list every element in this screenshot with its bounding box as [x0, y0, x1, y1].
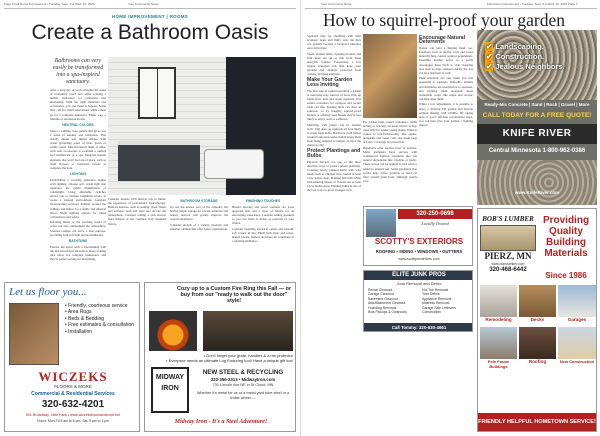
label: New Construction [559, 359, 595, 364]
folio-center: Your Community News [128, 2, 159, 6]
phone: 320-632-4201 [41, 399, 105, 410]
address: 501 Broadway, Little Falls • www.wiczeksfloorsandmore.net [25, 413, 121, 417]
check-icon: ✔ [486, 62, 493, 71]
list-item: Yard Debris [422, 292, 440, 297]
paragraph: Nature can lend a helping hand, too. Predators such as hawks, owls and foxes naturally help control squirrel populations. Installing nesting boxes or a perch encourages these birds to visit. Keeping pets such as dogs outdoors during the day can be a deterrent as well. [419, 46, 473, 75]
list-item: ✔ Jealous Neighbors. [486, 62, 565, 71]
subhead-finishing: FINISHING TOUCHES [245, 199, 281, 203]
service-list-right [422, 288, 472, 314]
phone: 320-468-6442 [489, 267, 527, 273]
paragraph: After a long day of work, imagine the sense of tranquility you'd feel while soaking a bubble bath-ideal for relaxation and unwinding. With the right materials and accessories, you can make it happen. Some may call for small renovations while others go for a complete makeover. Either way, a lifetime of relaxation awaits. [50, 88, 106, 121]
brand-sub: FLOORS & MORE [54, 384, 92, 389]
subtitle: Junk Removal and Demo [396, 281, 442, 286]
bathroom-photo [108, 57, 296, 195]
paragraph: Consider models of a variety, modular and sensible cabinets that offer better organization. [170, 222, 228, 232]
ad-title: Let us floor you... [9, 286, 87, 298]
list-item: ✔ Construction. [486, 52, 545, 61]
list-item: Construction [422, 310, 442, 315]
service-list-left [368, 288, 418, 314]
paragraph: Consider models with built-in jets to mimic the experience of professional hydrotherapy. Built-in features, such as seating, glass, rinser and armrests both add style and elevate the atmosphere. Consider adding a rain shower head instead of the common wall mounted fixture. [108, 197, 166, 226]
flooring-photo [9, 303, 59, 365]
rocks-photo [477, 160, 597, 205]
label: Garages [567, 317, 587, 322]
paragraph: Heated flooring and towel warmers are good upgrades that add a layer of luxury for an enveloping experience. Consider adding speakers so you can listen to music or podcasts of your choice. [232, 205, 294, 226]
ad-bobs-lumber [477, 208, 597, 432]
squirrel-photo [363, 34, 417, 118]
deck: Bathrooms can very easily be transformed into a spa-inspired sanctuary. [52, 58, 104, 85]
bullet-list [149, 353, 293, 363]
tagline: Locally Owned [421, 221, 449, 226]
tagline: Midway Iron - It's a Steel Adventure! [174, 419, 268, 425]
services: ROOFING • SIDING • WINDOWS • GUTTERS [375, 249, 463, 254]
house-photo [366, 209, 396, 237]
pole-photo [480, 327, 517, 359]
folio-left: Page 6 Fall Home Improvement • Tuesday, Sept. 9 & Wed. 10, 2025 [4, 2, 95, 6]
brand: WICZEKS [38, 369, 108, 384]
article-col-4 [232, 197, 294, 267]
brand: BOB'S LUMBER [482, 215, 534, 223]
top-rule [305, 8, 597, 9]
article-col-1 [50, 88, 106, 268]
paragraph: Mulching with plastic can be another tactic. Dig deep, so squirrels are less likely to reach fresh bulbs. Hardware cloth buried around fresh areas under mulch keeps them from being tempted to tamper, or have the chance to dig. [307, 122, 361, 148]
ad-scottys [363, 206, 473, 266]
list-item: • Beds & Bedding [65, 315, 104, 322]
since: Since 1986 [545, 271, 587, 280]
ad-midway-iron [144, 282, 296, 432]
headline: Providing Quality Building Materials [542, 215, 590, 259]
list-item: • Free estimates & consultation [65, 322, 135, 329]
footer: FRIENDLY HELPFUL HOMETOWN SERVICE! [478, 413, 596, 431]
paragraph: Repellents offer another layer of defense. Many gardeners have success with commercial squirrel repellents that use natural ingredients like cayenne or garlic. These sprays can be applied to bird seed or added to planted soil. Some gardeners also scatter hair, coffee grounds or used cat litter around plant beds, although results vary. [363, 146, 417, 183]
label: Remodeling [485, 317, 512, 322]
right-page [300, 0, 600, 436]
article-col-1 [307, 34, 361, 430]
folio-center: Your Community News [321, 2, 352, 6]
strip: Ready-Mix Concrete | Sand | Rock | Gravel | More [484, 102, 590, 107]
note: Whether it's metal for us or a metal yard tube steel or a trailer wheel — [196, 391, 290, 400]
list-item: Garage Cleanout [368, 292, 394, 297]
list-item: • Installation [65, 328, 93, 335]
list-item: Hot Tub Removal [422, 288, 449, 292]
address: 731 Lincoln Ave NE in St Cloud, MN [212, 383, 274, 387]
fire-ring-photo-2 [203, 311, 293, 351]
list-item: Rental Cleanout [368, 288, 393, 292]
brand: KNIFE RIVER [477, 124, 597, 144]
fire-ring-photo [149, 311, 197, 351]
tagline: Commercial & Residential Services [31, 391, 115, 397]
ad-knife-river [477, 30, 597, 205]
city: PIERZ, MN [484, 251, 532, 261]
garages-photo [558, 285, 596, 317]
list-item: • Everyone needs an ultimate Log Enduring tool! Have a unique gift too! [166, 358, 293, 363]
decks-photo [519, 285, 556, 317]
ad-elite-junk [363, 270, 473, 332]
phone: 320-250-0698 [398, 209, 472, 219]
paragraph: It's not the sexiest part of the remodel, but having ample storage for towels, toiletries and beauty devices will greatly improve the overall experience. [170, 205, 228, 222]
subhead-lighting: LIGHTING [69, 171, 87, 176]
article-col-3 [170, 197, 228, 267]
label: Roofing [528, 359, 547, 364]
roofing-photo [519, 327, 556, 359]
list-item: Mattress Removal [422, 301, 450, 306]
brand: SCOTTY'S EXTERIORS [374, 237, 464, 246]
paragraph: The first step in squirrel-proofing a garden is removing easy sources of food. Pick up fallen fruit, nuts and seeds regularly. Use sealed containers for compost and secure trash can lids. Feeding birds can draw in squirrels, so try hanging squirrel-proof feeders or offering seed blends they're less likely to enjoy, such as safflower. [307, 88, 361, 122]
cta: CALL TODAY FOR A FREE QUOTE! [482, 112, 592, 119]
subhead: Make Your Garden Less Inviting [307, 77, 353, 88]
logo-art [480, 225, 536, 251]
list-item: Garage Sale Leftovers [422, 305, 456, 310]
paragraph: Select a calming color palette that gives you a sense of serenity and relaxation. That usually means soft, muted shades, with warm grounding tones of blue, green or earthy colors. Mix and match them, or alike, with wall accessories to establish a unified feel reminiscent of a spa. Integrate natural elements that won't feel out of place, such as fresh flowers or luxurious towels to complete the look. [50, 128, 106, 170]
list-item: • Area Rugs [65, 309, 92, 316]
check-icon: ✔ [486, 52, 493, 61]
vanity [118, 141, 200, 181]
article-col-2 [108, 197, 166, 267]
hours: Hours: Mon-Fri 8 am to 5 pm; Sat. 9 am to 1 pm [37, 419, 109, 423]
service-list [65, 303, 139, 335]
ad-wiczeks [4, 282, 140, 432]
top-rule [4, 8, 296, 9]
list-item: Bulk Pickups & Cleanouts [368, 310, 407, 315]
list-item: Attic/Basement Cleanout [368, 301, 406, 306]
subhead: Encourage Natural Deterrents [419, 35, 466, 46]
headline: NEW STEEL & RECYCLING [202, 369, 284, 376]
url: www.scottysexteriors.com [398, 257, 440, 261]
bathtub [204, 149, 264, 179]
list-item: Hoarding Removal [368, 305, 397, 310]
label: Pole Frame Buildings [487, 359, 510, 369]
paragraph: Elevate the space with a freestanding bath tub that encourages relaxation. Deep soaking tubs allow for complete immersion, and they're perfect setting for unwinding. [50, 244, 106, 262]
paragraph: Relaxing music or the soothing sound of water can also complement the atmosphere. Scented candles can serve a dual purpose, providing both soft light and aromatherapy. [50, 220, 106, 237]
url: www.bobslumber.com [491, 262, 525, 266]
headline-list [485, 42, 565, 72]
phone: Call Tommy: 320-630-4661 [364, 323, 473, 332]
page-title: Create a Bathroom Oasis [31, 21, 269, 44]
subhead-neutral: NEUTRAL COLORS [62, 122, 94, 127]
subhead: Protect Plantings and Bulbs [307, 148, 361, 159]
brand: ELITE JUNK PROS [364, 271, 473, 280]
list-item: ✔ Landscaping. [486, 42, 544, 51]
kicker: HOME IMPROVEMENT | ROOMS [111, 14, 189, 19]
paragraph: For garden beds, raised containers, trellis netting or fencing can keep critters at bay, especially for tender young plants. When it comes to tree-fruit-bearing, like apples, pumpkins and sweet corn, use mesh bags or fabric coverings for protection. [363, 120, 417, 145]
list-item: Appliance Removal [422, 296, 452, 301]
paragraph: Establishing a soothing ambiance begins with lighting. Choose soft, warm light that replicates the gentle illumination of candlelight. Using dimmable switches allows you to manage brightness levels, to create a tranquil environment. Consider incorporating recessed lighting around the ceilings and mirror for a subtle and ethereal effect. Night lighting options for added convenience and safety. [50, 177, 106, 219]
paragraph: Squirrels may be charming with their acrobatic leaps and fluffy tails, but they can quickly become a backyard nuisance once fall is here. [307, 34, 361, 51]
url: www.KnifeRiver.com [514, 190, 560, 195]
brand-logo: MIDWAY IRON [151, 367, 189, 413]
list-item: • Friendly, courteous service [65, 303, 128, 309]
remodeling-photo [480, 285, 517, 317]
subhead-bathtubs: BATHTUBS [68, 238, 88, 243]
phone: 320-356-2313 • MidwayIron.com [210, 377, 276, 382]
paragraph: Plant selection can also make you less appealing to squirrels. Daffodils, alliums and fritillaries are unattractive to squirrels, and planting them alongside more vulnerable crops, like tulips and crocus, can help deter them. [419, 76, 473, 101]
ad-title: Cozy up to a Custom Fire Ring this Fall — or buy from our "ready to walk out the door" style! [176, 286, 292, 305]
list-item: • Don't forget your grate, handles & a rim protector [203, 353, 293, 358]
list-item: Basement Cleanout [368, 296, 398, 301]
label: Decks [530, 317, 545, 322]
paragraph: Consider installing electrical outlets and smooth, soft towels in tile. Plush bath mats and robes, heated towels, shelves and more all contribute to a relaxing ambiance. [232, 227, 294, 244]
article-col-3 [419, 34, 473, 156]
page-title: How to squirrel-proof your garden [323, 10, 566, 30]
window [138, 67, 176, 119]
paragraph: Seeds, planted bulbs, ripening produce and fruit trees are all at risk from these energetic rodents. Fortunately, a few simple strategies can help keep your gardens and displays protected from curious, foraging squirrels. [307, 51, 361, 77]
construction-photo [558, 327, 596, 359]
check-icon: ✔ [486, 42, 493, 51]
paragraph: Physical barriers are one of the most effective ways to protect prized plantings. Covering newly planted bulbs with wire mesh, such as chicken wire, buried at least a few inches deep. Planting fall bulbs while still ensuring shoots or flowers are at least a few inches deep. Planting bulbs is one of the best ways to grow stronger roots. [307, 159, 361, 193]
phone: Central Minnesota 1-800-962-0386 [488, 148, 586, 154]
folio-right: Fall Home Improvement • Tuesday, Sept. 9 & Wed. 10, 2025 Page 7 [487, 2, 578, 6]
subhead-storage: BATHROOM STORAGE [180, 199, 218, 203]
paragraph: While a few adjustments, it is possible to enjoy a thriving fall garden and harvest without sharing with wildlife. By taking note of good, efficient preventative steps, you can help give your garden a fighting chance. [419, 102, 473, 127]
